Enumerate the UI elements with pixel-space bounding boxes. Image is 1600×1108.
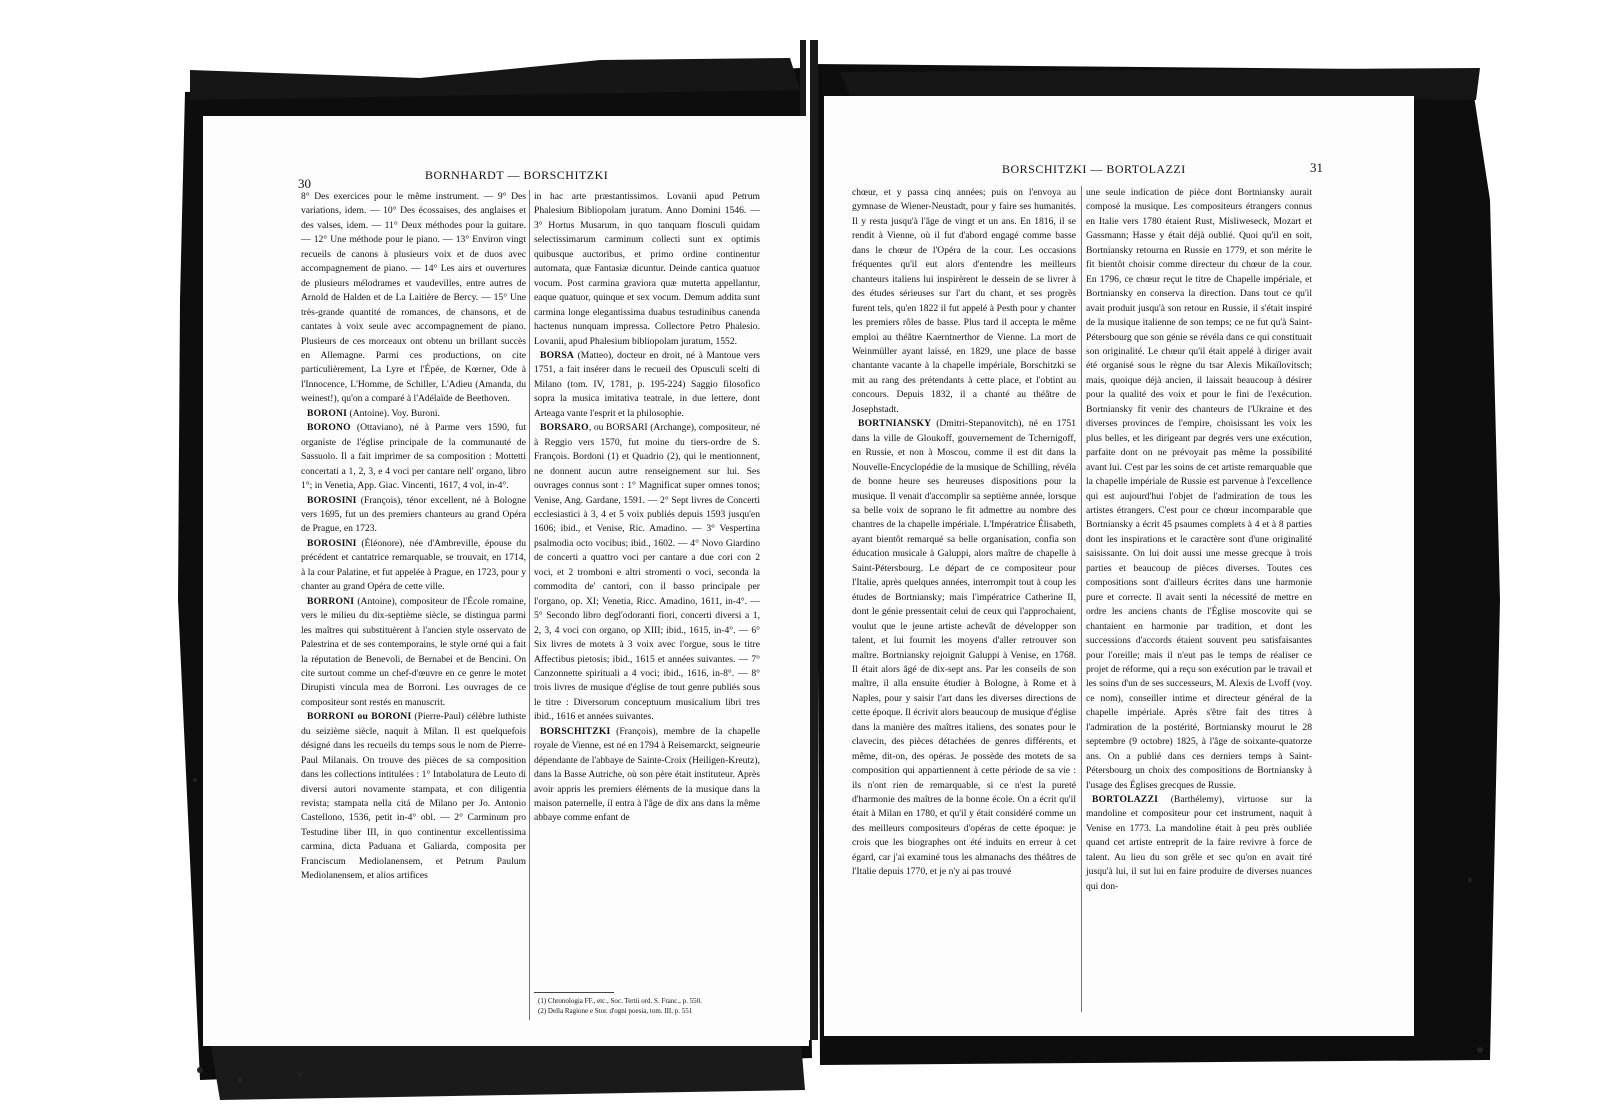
left-page — [203, 116, 809, 1046]
entry-headword: BORTOLAZZI — [1092, 794, 1158, 806]
dictionary-entry: BOROSINI (François), ténor excellent, né à Bologne vers 1695, fut un des premiers chanteurs au grand Opéra de Prague, en 1723. — [301, 494, 526, 535]
entry-headword: BOROSINI — [307, 494, 357, 506]
footnote-rule — [534, 992, 614, 993]
entry-headword: BORONO — [307, 422, 351, 434]
dictionary-entry: BORSA (Matteo), docteur en droit, né à Mantoue vers 1751, a fait insérer dans le recueil des Opusculi scelti di Milano (tom. IV, 1781, p. 195-224) Saggio filosofico sopra la musica imitativa teatrale, in due lettere, dont Arteaga vante l'esprit et la philosophie. — [534, 349, 760, 419]
column-divider — [1081, 186, 1082, 1012]
page-number: 31 — [1310, 160, 1323, 175]
column-divider — [529, 190, 530, 1020]
running-head: BORNHARDT — BORSCHITZKI — [425, 168, 609, 182]
dictionary-entry: BORSARO, ou BORSARI (Archange), compositeur, né à Reggio vers 1570, fut moine du tiers-ordre de S. François. Bordoni (1) et Quadrio (2), qui le mentionnent, ne donnent aucun autre renseignement sur lui. Ses ouvrages connus sont : 1° Magnificat super omnes tonos; Venise, Ang. Gardane, 1591. — 2° Sept livres de Concerti ecclesiastici à 3, 4 et 5 voix publiés depuis 1593 jusqu'en 1606; ibid., et Venise, Ric. Amadino. — 3° Vespertina psalmodia octo vocibus; ibid., 1602. — 4° Novo Giardino de concerti a quattro voci per cantare a due cori con 2 voci, et 2 tromboni e altri stromenti o voci, seconda la commodita de' cantori, con il basso principale per l'organo, op. XI; Venetia, Ricc. Amadino, 1611, in-4°. — 5° Secondo libro degl'odoranti fiori, concerti diversi a 1, 2, 3, 4 voci con organo, op XIII; ibid., 1615, in-4°. — 6° Six livres de motets à 3 voix avec l'orgue, sous le titre Affectibus pietosis; ibid., 1615 et années suivantes. — 7° Canzonnette spirituali a 4 voci; ibid., 1616, in-8°. — 8° trois livres de musique d'église de tout genre publiés sous le titre : Diversorum conceptuum musicalium libri tres ibid., 1616 et années suivantes. — [534, 422, 760, 723]
dictionary-entry: BORONI (Antoine). Voy. Buroni. — [307, 407, 440, 419]
footnote: (1) Chronologia FF., etc., Soc. Tertii ord. S. Franc., p. 550. — [538, 997, 702, 1005]
entry-headword: BORSCHITZKI — [540, 725, 611, 737]
footnotes — [538, 996, 762, 1016]
dictionary-entry: BORONO (Ottaviano), né à Parme vers 1590, fut organiste de l'église principale de la communauté de Sassuolo. Il a fait imprimer de sa composition : Mottetti concertati a 1, 2, 3, e 4 voci per cantare nell' organo, libro 1°; in Venetia, App. Giac. Vincenti, 1617, 4 vol, in-4°. — [301, 422, 526, 492]
entry-headword: BOROSINI — [307, 537, 357, 549]
footnote: (2) Della Ragione e Stor. d'ogni poesia, tom. III, p. 551 — [538, 1007, 693, 1015]
paragraph: une seule indication de pièce dont Bortniansky aurait composé la musique. Les compositeurs étrangers connus en Italie vers 1780 étaient Rust, Misliweseck, Mozart et Gassmann; Hasse y était déjà oublié. Quoi qu'il en soit, Bortniansky retourna en Russie en 1779, et son mérite le fit bientôt choisir comme directeur du chœur de la cour. En 1796, ce chœur reçut le titre de Chapelle impériale, et Bortniansky en conserva la direction. Dans tout ce qu'il avait produit jusqu'à son retour en Russie, il s'était inspiré de la musique italienne de son temps; ce ne fut qu'à Saint-Pétersbourg que son génie se révéla dans ce qui constituait son originalité. Le chœur qu'il était appelé à diriger avait été organisé sous le règne du tsar Alexis Mikaïlovitsch; mais, quoique déjà ancien, il laissait beaucoup à désirer pour la qualité des voix et pour le fini de l'exécution. Bortniansky fit venir des chanteurs de l'Ukraine et des diverses provinces de l'empire, choisissant les voix les plus belles, et les dirigeant par degrés vers une exécution, parfaite dont on ne prévoyait pas même la possibilité avant lui. C'est par les soins de cet artiste remarquable que la chapelle impériale de Russie est parvenue à l'excellence qui est aujourd'hui l'objet de l'admiration de tous les artistes étrangers. C'est pour ce chœur incomparable que Bortniansky a écrit 45 psaumes complets à 4 et à 8 parties dont les inspirations et le caractère sont d'une originalité saisissante. On lui doit aussi une messe grecque à trois parties et beaucoup de pièces diverses. Toutes ces compositions sont d'ailleurs écrites dans une harmonie pure et correcte. Il avait senti la nécessité de mettre en ordre les anciens chants de l'Église moscovite qui se chantaient en harmonie par tradition, et dont les successions d'accords étaient souvent peu satisfaisantes pour l'oreille; mais il n'eut pas le temps de réaliser ce projet de réforme, qui a reçu son exécution par le travail et les soins d'un de ses successeurs, M. Alexis de Lvoff (voy. ce nom), conseiller intime et directeur général de la chapelle impériale. Après s'être fait des titres à l'admiration de la postérité, Bortniansky mourut le 28 septembre (9 octobre) 1825, à l'âge de soixante-quatorze ans. On a publié dans ces derniers temps à Saint-Pétersbourg un choix des compositions de Bortniansky à l'usage des Églises grecques de Russie. — [1086, 187, 1312, 791]
paragraph: in hac arte præstantissimos. Lovanii apud Petrum Phalesium Bibliopolam juratum. Anno Domini 1546. — 3° Hortus Musarum, in quo tanquam flosculi quidam selectissimarum carminum collecti sunt ex optimis quibusque auctoribus, et primo ordine continentur automata, quæ Fantasiæ dicuntur. Deinde cantica quatuor vocum. Post carmina graviora quæ mutetta appellantur, eaque quatuor, quinque et sex vocum. Demum addita sunt carmina longe elegantissima duabus testudinibus canenda hactenus nunquam impressa. Collectore Petro Phalesio. Lovanii, apud Phalesium bibliopolam juratum, 1552. — [534, 191, 760, 347]
text-column-1 — [852, 186, 1076, 880]
page-number: 30 — [298, 176, 311, 191]
text-column-1 — [301, 190, 526, 884]
paragraph: chœur, et y passa cinq années; puis on l'envoya au gymnase de Wiener-Neustadt, pour y faire ses humanités. Il y resta jusqu'à l'âge de vingt et un ans. En 1816, il se rendit à Vienne, où il fut d'abord engagé comme basse dans le chœur de l'Opéra de la cour. Les occasions fréquentes qu'il eut alors d'entendre les meilleurs chanteurs italiens lui inspirèrent le dessein de se livrer à des études sérieuses sur l'art du chant, et ses progrès furent tels, qu'en 1822 il fut appelé à Pesth pour y chanter les premiers rôles de basse. Plus tard il accepta le même emploi au théâtre Kaerntnerthor de Vienne. La mort de Weinmüller ayant laissé, en 1829, une place de basse chantante vacante à la chapelle impériale, Borschitzki se mit au rang des prétendants à cette place, et l'obtint au concours. Depuis 1832, il a chanté au théâtre de Josephstadt. — [852, 187, 1076, 415]
dictionary-entry: BORRONI (Antoine), compositeur de l'École romaine, vers le milieu du dix-septième siècle, se distingua parmi les maîtres qui substituèrent à l'ancien style osservato de Palestrina et de ses contemporains, le style orné qui a fait la réputation de Benevoli, de Bernabei et de Bencini. On cite surtout comme un chef-d'œuvre en ce genre le motet Dirupisti vincula mea de Borroni. Les ouvrages de ce compositeur sont restés en manuscrit. — [301, 595, 526, 708]
text-column-2 — [1086, 186, 1312, 894]
dictionary-entry: BORTOLAZZI (Barthélemy), virtuose sur la mandoline et compositeur pour cet instrument, naquit à Venise en 1773. La mandoline était à peu près oubliée quand cet artiste entreprit de la faire revivre à force de talent. Au lieu du son grêle et sec qu'on en avait tiré jusqu'à lui, il sut lui en faire produire de diverses nuances qui don- — [1086, 794, 1312, 892]
entry-headword: BORSA — [540, 349, 575, 361]
dictionary-entry: BORSCHITZKI (François), membre de la chapelle royale de Vienne, est né en 1794 à Reisemarckt, seigneurie dépendante de l'abbaye de Sainte-Croix (Heiligen-Kreutz), dans la Basse Autriche, où son père était instituteur. Après avoir appris les premiers éléments de la musique dans la maison paternelle, il entra à l'âge de dix ans dans la même abbaye comme enfant de — [534, 725, 760, 824]
entry-headword: BORRONI — [307, 595, 355, 607]
dictionary-entry: BOROSINI (Éléonore), née d'Ambreville, épouse du précédent et cantatrice remarquable, se trouvait, en 1714, à la cour Palatine, et fut appelée à Prague, en 1723, pour y chanter au grand Opéra de cette ville. — [301, 537, 526, 593]
right-page — [824, 96, 1414, 1036]
entry-headword: BORRONI ou BORONI — [307, 711, 412, 723]
entry-headword: BORTNIANSKY — [858, 418, 932, 430]
running-head: BORSCHITZKI — BORTOLAZZI — [1002, 162, 1186, 176]
paragraph: 8° Des exercices pour le même instrument. — 9° Des variations, idem. — 10° Des écossaises, des anglaises et des valses, idem. — 11° Deux méthodes pour la guitare. — 12° Une méthode pour le piano. — 13° Environ vingt recueils de canons à plusieurs voix et de duos avec accompagnement de piano. — 14° Les airs et ouvertures de plusieurs mélodrames et vaudevilles, entre autres de Arnold de Halden et de La Laitière de Bercy. — 15° Une très-grande quantité de romances, de chansons, et de cantates à voix seule avec accompagnement de piano. Plusieurs de ces morceaux ont obtenu un brillant succès en Allemagne. Parmi ces productions, on cite particulièrement, La Lyre et l'Épée, de Kœrner, Ode à l'Innocence, L'Homme, de Schiller, L'Adieu (Amanda, du weinest!), qu'on a comparé à l'Adélaïde de Beethoven. — [301, 191, 526, 405]
text-column-2 — [534, 190, 760, 826]
entry-headword: BORSARO — [540, 422, 589, 434]
dictionary-entry: BORTNIANSKY (Dmitri-Stepanovitch), né en 1751 dans la ville de Gloukoff, gouvernement de Tchernigoff, en Russie, et non à Moscou, comme il est dit dans la Nouvelle-Encyclopédie de la musique de Schilling, révéla de bonne heure ses heureuses dispositions pour la musique. Il venait d'accomplir sa septième année, lorsque sa belle voix de soprano le fit admettre au nombre des chantres de la chapelle impériale. L'Impératrice Élisabeth, ayant bientôt remarqué sa belle organisation, confia son éducation musicale à Galuppi, alors maître de chapelle à Saint-Pétersbourg. Le départ de ce compositeur pour l'Italie, après quelques années, interrompit tout à coup les études de Bortniansky; mais l'impératrice Catherine II, dont le génie pressentait celui de ceux qui l'approchaient, voulut que le jeune artiste achevât de développer son talent, et lui fournit les moyens d'aller retrouver son maître. Bortniansky rejoignit Galuppi à Venise, en 1768. Il était alors âgé de dix-sept ans. Par les conseils de son maître, il alla ensuite étudier à Bologne, à Rome et à Naples, pour y saisir l'art dans les diverses directions de cette époque. Il écrivit alors beaucoup de musique d'église dans la manière des maîtres italiens, des sonates pour le clavecin, des pièces détachées de genres différents, et même, dit-on, des opéras. Je possède des motets de sa composition qui appartiennent à cette période de sa vie : ils n'ont rien de remarquable, si ce n'est la pureté d'harmonie des maîtres de la bonne école. On a écrit qu'il était à Milan en 1780, et qu'il y était considéré comme un des meilleurs compositeurs d'opéras de cette époque: je crois que les biographes ont été induits en erreur à cet égard, car j'ai examiné tous les almanachs des théâtres de l'Italie depuis 1770, et je n'y ai pas trouvé — [852, 418, 1076, 878]
entry-headword: BORONI — [307, 407, 348, 419]
dictionary-entry: BORRONI ou BORONI (Pierre-Paul) célèbre luthiste du seizième siècle, naquit à Milan. Il est quelquefois désigné dans les recueils du temps sous le nom de Pierre-Paul Milanais. On trouve des pièces de sa composition dans les collections intitulées : 1° Intabolatura de Leuto di diversi autori novamente stampata, et con diligentia revista; stampata nella citá de Milano per Jo. Antonio Castellono, 1536, petit in-4° obl. — 2° Carminum pro Testudine liber III, in quo continentur excellentissima carmina, dicta Paduana et Galiarda, composita per Franciscum Mediolanensem, et Petrum Paulum Mediolanensem, et alios artifices — [301, 711, 526, 882]
